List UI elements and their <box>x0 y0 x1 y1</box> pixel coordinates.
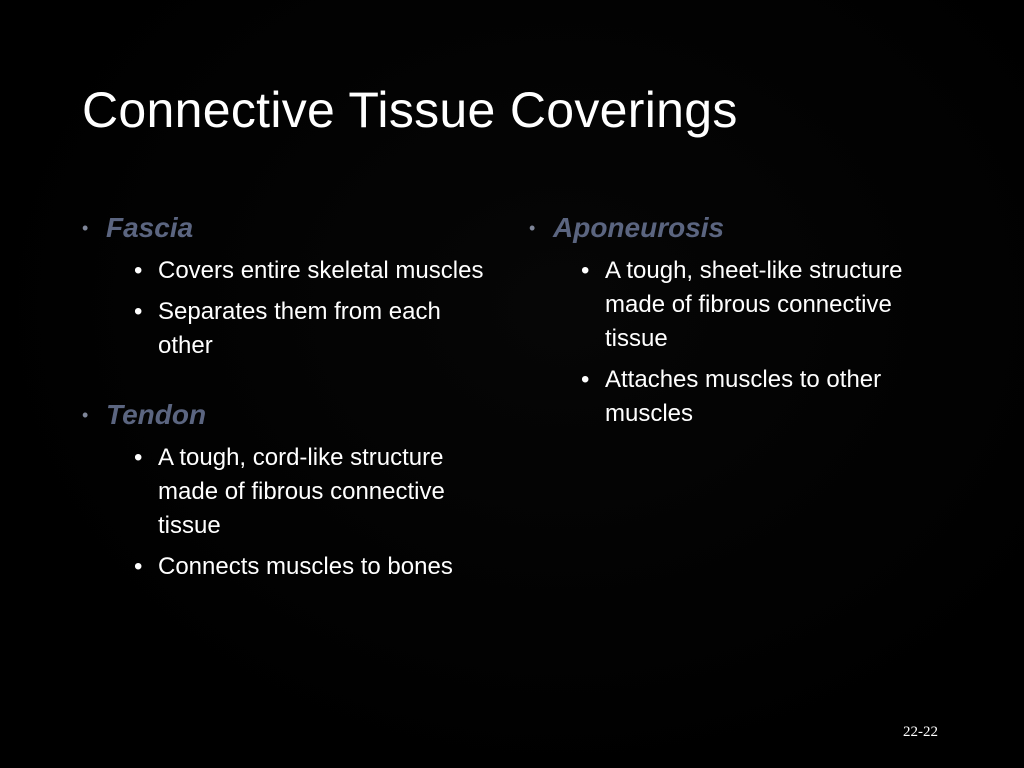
topic-term: Fascia <box>106 212 194 243</box>
point-text: Covers entire skeletal muscles <box>158 257 484 284</box>
point-text: Separates them from each other <box>158 298 441 359</box>
slide-number: 22-22 <box>903 724 938 740</box>
point-text: A tough, sheet-like structure made of fibrous connective tissue <box>605 257 903 352</box>
list-item <box>577 363 949 431</box>
topic-aponeurosis <box>529 210 949 431</box>
bullet-icon: • <box>82 218 89 238</box>
bullet-icon: • <box>529 218 536 238</box>
point-text: Connects muscles to bones <box>158 553 453 580</box>
bullet-icon: • <box>581 366 590 393</box>
point-list <box>553 254 949 431</box>
bullet-icon: • <box>134 444 143 471</box>
topic-term: Tendon <box>106 399 207 430</box>
point-text: Attaches muscles to other muscles <box>605 366 882 427</box>
list-item <box>130 295 502 363</box>
list-item <box>130 441 502 543</box>
point-text: A tough, cord-like structure made of fibrous connective tissue <box>158 444 445 539</box>
list-item <box>130 254 502 288</box>
topic-term: Aponeurosis <box>553 212 725 243</box>
bullet-icon: • <box>581 257 590 284</box>
bullet-icon: • <box>134 298 143 325</box>
right-column <box>529 210 949 465</box>
topic-fascia <box>82 210 502 363</box>
list-item <box>130 550 502 584</box>
point-list <box>106 441 502 584</box>
list-item <box>577 254 949 356</box>
topic-tendon <box>82 397 502 584</box>
bullet-icon: • <box>134 553 143 580</box>
bullet-icon: • <box>82 405 89 425</box>
bullet-icon: • <box>134 257 143 284</box>
point-list <box>106 254 502 363</box>
left-column <box>82 210 502 618</box>
slide-title: Connective Tissue Coverings <box>82 82 738 138</box>
